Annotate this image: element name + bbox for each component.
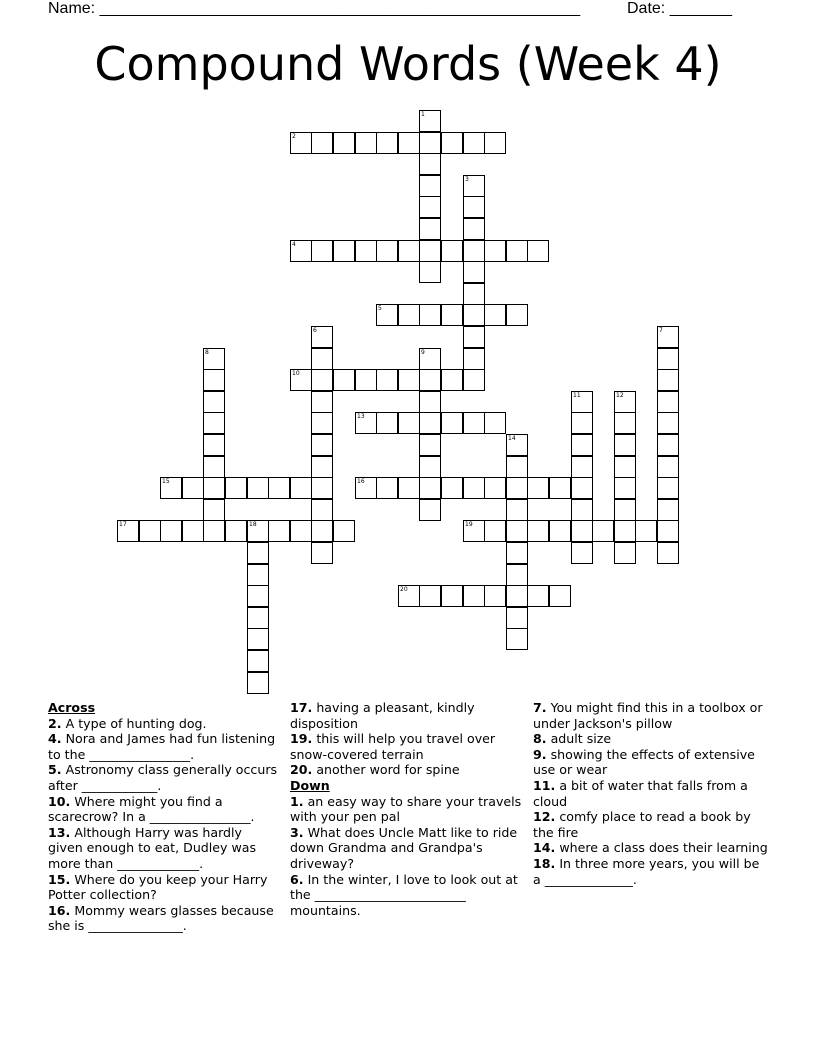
clue-number: 8: [205, 349, 209, 356]
grid-cell[interactable]: [398, 585, 420, 607]
clue-number: 13: [357, 413, 365, 420]
grid-cell[interactable]: [614, 520, 636, 542]
grid-cell[interactable]: [484, 585, 506, 607]
grid-cell[interactable]: [549, 477, 571, 499]
grid-cell[interactable]: [203, 477, 225, 499]
grid-cell[interactable]: [463, 304, 485, 326]
clue-number: 2: [292, 133, 296, 140]
grid-cell[interactable]: [571, 542, 593, 564]
grid-cell[interactable]: [463, 283, 485, 305]
grid-cell[interactable]: [484, 520, 506, 542]
grid-cell[interactable]: [506, 520, 528, 542]
page-title: Compound Words (Week 4): [94, 37, 722, 91]
date-field-label: Date: _______: [627, 0, 732, 17]
grid-cell[interactable]: [506, 542, 528, 564]
grid-cell[interactable]: [419, 348, 441, 370]
grid-cell[interactable]: [484, 477, 506, 499]
grid-cell[interactable]: [657, 520, 679, 542]
grid-cell[interactable]: [506, 585, 528, 607]
grid-cell[interactable]: [463, 175, 485, 197]
clue-across-5: 5. Astronomy class generally occurs after ____________.: [48, 762, 278, 793]
grid-cell[interactable]: [419, 304, 441, 326]
grid-cell[interactable]: [614, 542, 636, 564]
grid-cell[interactable]: [311, 369, 333, 391]
clue-number: 18: [249, 521, 257, 528]
grid-cell[interactable]: [463, 240, 485, 262]
clue-down-1: 1. an easy way to share your travels with your pen pal: [290, 793, 522, 825]
grid-cell[interactable]: [527, 240, 549, 262]
grid-cell[interactable]: [160, 520, 182, 542]
grid-cell[interactable]: [463, 585, 485, 607]
grid-cell[interactable]: [355, 132, 377, 154]
grid-cell[interactable]: [419, 499, 441, 521]
grid-cell[interactable]: [203, 412, 225, 434]
clue-across-16: 16. Mommy wears glasses because she is _______________.: [48, 902, 274, 934]
grid-cell[interactable]: [247, 628, 269, 650]
grid-cell[interactable]: [571, 412, 593, 434]
clue-number: 15: [162, 478, 170, 485]
clue-number: 5: [378, 305, 382, 312]
grid-cell[interactable]: [441, 585, 463, 607]
grid-cell[interactable]: [419, 240, 441, 262]
grid-cell[interactable]: [419, 369, 441, 391]
grid-cell[interactable]: [182, 477, 204, 499]
grid-cell[interactable]: [247, 477, 269, 499]
grid-cell[interactable]: [355, 240, 377, 262]
clue-column-1: [48, 700, 280, 934]
grid-cell[interactable]: [419, 132, 441, 154]
clue-number: 1: [421, 111, 425, 118]
clue-number: 12: [616, 392, 624, 399]
grid-cell[interactable]: [614, 412, 636, 434]
clue-number: 10: [292, 370, 300, 377]
grid-cell[interactable]: [441, 369, 463, 391]
grid-cell[interactable]: [571, 499, 593, 521]
grid-cell[interactable]: [311, 348, 333, 370]
clue-number: 14: [508, 435, 516, 442]
clue-number: 4: [292, 241, 296, 248]
down-heading: Down: [290, 777, 330, 793]
clue-number: 16: [357, 478, 365, 485]
across-heading: Across: [48, 700, 96, 715]
grid-cell[interactable]: [506, 240, 528, 262]
clue-number: 17: [119, 521, 127, 528]
grid-cell[interactable]: [419, 218, 441, 240]
name-field-label: Name: ______________________________________________________: [48, 0, 581, 17]
grid-cell[interactable]: [614, 434, 636, 456]
clue-number: 6: [313, 327, 317, 334]
grid-cell[interactable]: [657, 499, 679, 521]
grid-cell[interactable]: [484, 412, 506, 434]
grid-cell[interactable]: [657, 542, 679, 564]
grid-cell[interactable]: [419, 110, 441, 132]
grid-cell[interactable]: [571, 434, 593, 456]
grid-cell[interactable]: [419, 434, 441, 456]
grid-cell[interactable]: [463, 261, 485, 283]
grid-cell[interactable]: [571, 391, 593, 413]
clue-down-18: 18. In three more years, you will be a ______________.: [533, 855, 760, 887]
grid-cell[interactable]: [398, 132, 420, 154]
grid-cell[interactable]: [203, 369, 225, 391]
grid-cell[interactable]: [506, 456, 528, 478]
grid-cell[interactable]: [592, 520, 614, 542]
grid-cell[interactable]: [182, 520, 204, 542]
clue-column-3: [533, 700, 769, 887]
clue-number: 3: [465, 176, 469, 183]
grid-cell[interactable]: [484, 240, 506, 262]
clue-number: 20: [400, 586, 408, 593]
grid-cell[interactable]: [290, 477, 312, 499]
grid-cell[interactable]: [635, 520, 657, 542]
grid-cell[interactable]: [419, 477, 441, 499]
grid-cell[interactable]: [268, 520, 290, 542]
grid-cell[interactable]: [657, 456, 679, 478]
grid-cell[interactable]: [463, 326, 485, 348]
grid-cell[interactable]: [419, 196, 441, 218]
grid-cell[interactable]: [419, 261, 441, 283]
grid-cell[interactable]: [311, 520, 333, 542]
grid-cell[interactable]: [571, 477, 593, 499]
grid-cell[interactable]: [657, 348, 679, 370]
clue-across-15: 15. Where do you keep your Harry Potter collection?: [48, 871, 268, 903]
grid-cell[interactable]: [247, 542, 269, 564]
grid-cell[interactable]: [247, 564, 269, 586]
grid-cell[interactable]: [311, 499, 333, 521]
clue-down-7: 7. You might find this in a toolbox or under Jackson's pillow: [533, 700, 763, 731]
grid-cell[interactable]: [463, 520, 485, 542]
grid-cell[interactable]: [376, 240, 398, 262]
grid-cell[interactable]: [290, 520, 312, 542]
grid-cell[interactable]: [398, 240, 420, 262]
grid-cell[interactable]: [203, 520, 225, 542]
grid-cell[interactable]: [290, 240, 312, 262]
grid-cell[interactable]: [571, 520, 593, 542]
grid-cell[interactable]: [311, 456, 333, 478]
clue-across-2: 2. A type of hunting dog.: [48, 715, 207, 731]
grid-cell[interactable]: [549, 585, 571, 607]
clue-down-8: 8. adult size: [533, 731, 612, 747]
grid-cell[interactable]: [203, 434, 225, 456]
clue-number: 11: [573, 392, 581, 399]
grid-cell[interactable]: [376, 369, 398, 391]
grid-cell[interactable]: [549, 520, 571, 542]
grid-cell[interactable]: [290, 369, 312, 391]
clue-down-6: 6. In the winter, I love to look out at the ________________________ mountains.: [290, 871, 518, 918]
grid-cell[interactable]: [376, 477, 398, 499]
grid-cell[interactable]: [657, 412, 679, 434]
clue-column-2: [290, 700, 524, 918]
clue-across-19: 19. this will help you travel over snow-covered terrain: [290, 731, 496, 762]
grid-cell[interactable]: [311, 477, 333, 499]
grid-cell[interactable]: [441, 412, 463, 434]
grid-cell[interactable]: [419, 175, 441, 197]
grid-cell[interactable]: [657, 391, 679, 413]
grid-cell[interactable]: [419, 585, 441, 607]
clue-across-13: 13. Although Harry was hardly given enough to eat, Dudley was more than _____________.: [48, 824, 257, 871]
grid-cell[interactable]: [203, 456, 225, 478]
grid-cell[interactable]: [398, 412, 420, 434]
grid-cell[interactable]: [355, 369, 377, 391]
grid-cell[interactable]: [441, 304, 463, 326]
clue-across-20: 20. another word for spine: [290, 762, 460, 778]
grid-cell[interactable]: [311, 391, 333, 413]
grid-cell[interactable]: [463, 218, 485, 240]
grid-cell[interactable]: [311, 434, 333, 456]
grid-cell[interactable]: [614, 477, 636, 499]
grid-cell[interactable]: [311, 412, 333, 434]
clue-across-4: 4. Nora and James had fun listening to the ________________.: [48, 731, 276, 762]
grid-cell[interactable]: [203, 499, 225, 521]
clue-number: 9: [421, 349, 425, 356]
grid-cell[interactable]: [614, 499, 636, 521]
grid-cell[interactable]: [484, 132, 506, 154]
grid-cell[interactable]: [463, 477, 485, 499]
clue-down-12: 12. comfy place to read a book by the fire: [533, 809, 751, 840]
grid-cell[interactable]: [506, 304, 528, 326]
grid-cell[interactable]: [333, 369, 355, 391]
grid-cell[interactable]: [614, 391, 636, 413]
grid-cell[interactable]: [117, 520, 139, 542]
grid-cell[interactable]: [506, 499, 528, 521]
grid-cell[interactable]: [247, 585, 269, 607]
grid-cell[interactable]: [506, 564, 528, 586]
grid-cell[interactable]: [268, 477, 290, 499]
grid-cell[interactable]: [203, 391, 225, 413]
clue-down-11: 11. a bit of water that falls from a cloud: [533, 777, 748, 809]
grid-cell[interactable]: [463, 132, 485, 154]
grid-cell[interactable]: [398, 477, 420, 499]
grid-cell[interactable]: [247, 607, 269, 629]
clue-number: 19: [465, 521, 473, 528]
grid-cell[interactable]: [247, 520, 269, 542]
grid-cell[interactable]: [657, 434, 679, 456]
grid-cell[interactable]: [657, 326, 679, 348]
grid-cell[interactable]: [419, 391, 441, 413]
grid-cell[interactable]: [247, 672, 269, 694]
grid-cell[interactable]: [657, 369, 679, 391]
grid-cell[interactable]: [139, 520, 161, 542]
grid-cell[interactable]: [311, 132, 333, 154]
grid-cell[interactable]: [506, 607, 528, 629]
grid-cell[interactable]: [614, 456, 636, 478]
grid-cell[interactable]: [290, 132, 312, 154]
clue-across-10: 10. Where might you find a scarecrow? In a ________________.: [48, 793, 255, 825]
grid-cell[interactable]: [398, 369, 420, 391]
clue-down-9: 9. showing the effects of extensive use or wear: [533, 746, 755, 778]
grid-cell[interactable]: [247, 650, 269, 672]
grid-cell[interactable]: [311, 542, 333, 564]
grid-cell[interactable]: [441, 240, 463, 262]
grid-cell[interactable]: [506, 628, 528, 650]
grid-cell[interactable]: [419, 412, 441, 434]
grid-cell[interactable]: [463, 369, 485, 391]
grid-cell[interactable]: [506, 477, 528, 499]
grid-cell[interactable]: [527, 477, 549, 499]
clue-across-17: 17. having a pleasant, kindly disposition: [290, 700, 475, 731]
grid-cell[interactable]: [527, 520, 549, 542]
grid-cell[interactable]: [441, 132, 463, 154]
grid-cell[interactable]: [160, 477, 182, 499]
grid-cell[interactable]: [463, 348, 485, 370]
grid-cell[interactable]: [463, 196, 485, 218]
grid-cell[interactable]: [419, 153, 441, 175]
grid-cell[interactable]: [311, 240, 333, 262]
grid-cell[interactable]: [333, 240, 355, 262]
grid-cell[interactable]: [355, 412, 377, 434]
grid-cell[interactable]: [376, 412, 398, 434]
clue-number: 7: [659, 327, 663, 334]
grid-cell[interactable]: [419, 456, 441, 478]
grid-cell[interactable]: [376, 132, 398, 154]
grid-cell[interactable]: [355, 477, 377, 499]
grid-cell[interactable]: [311, 326, 333, 348]
grid-cell[interactable]: [398, 304, 420, 326]
grid-cell[interactable]: [527, 585, 549, 607]
grid-cell[interactable]: [463, 412, 485, 434]
clue-down-14: 14. where a class does their learning: [533, 840, 768, 856]
grid-cell[interactable]: [657, 477, 679, 499]
grid-cell[interactable]: [225, 477, 247, 499]
grid-cell[interactable]: [203, 348, 225, 370]
grid-cell[interactable]: [484, 304, 506, 326]
grid-cell[interactable]: [225, 520, 247, 542]
grid-cell[interactable]: [506, 434, 528, 456]
clue-down-3: 3. What does Uncle Matt like to ride down Grandma and Grandpa's driveway?: [290, 824, 518, 871]
grid-cell[interactable]: [333, 520, 355, 542]
grid-cell[interactable]: [571, 456, 593, 478]
grid-cell[interactable]: [441, 477, 463, 499]
grid-cell[interactable]: [376, 304, 398, 326]
grid-cell[interactable]: [333, 132, 355, 154]
